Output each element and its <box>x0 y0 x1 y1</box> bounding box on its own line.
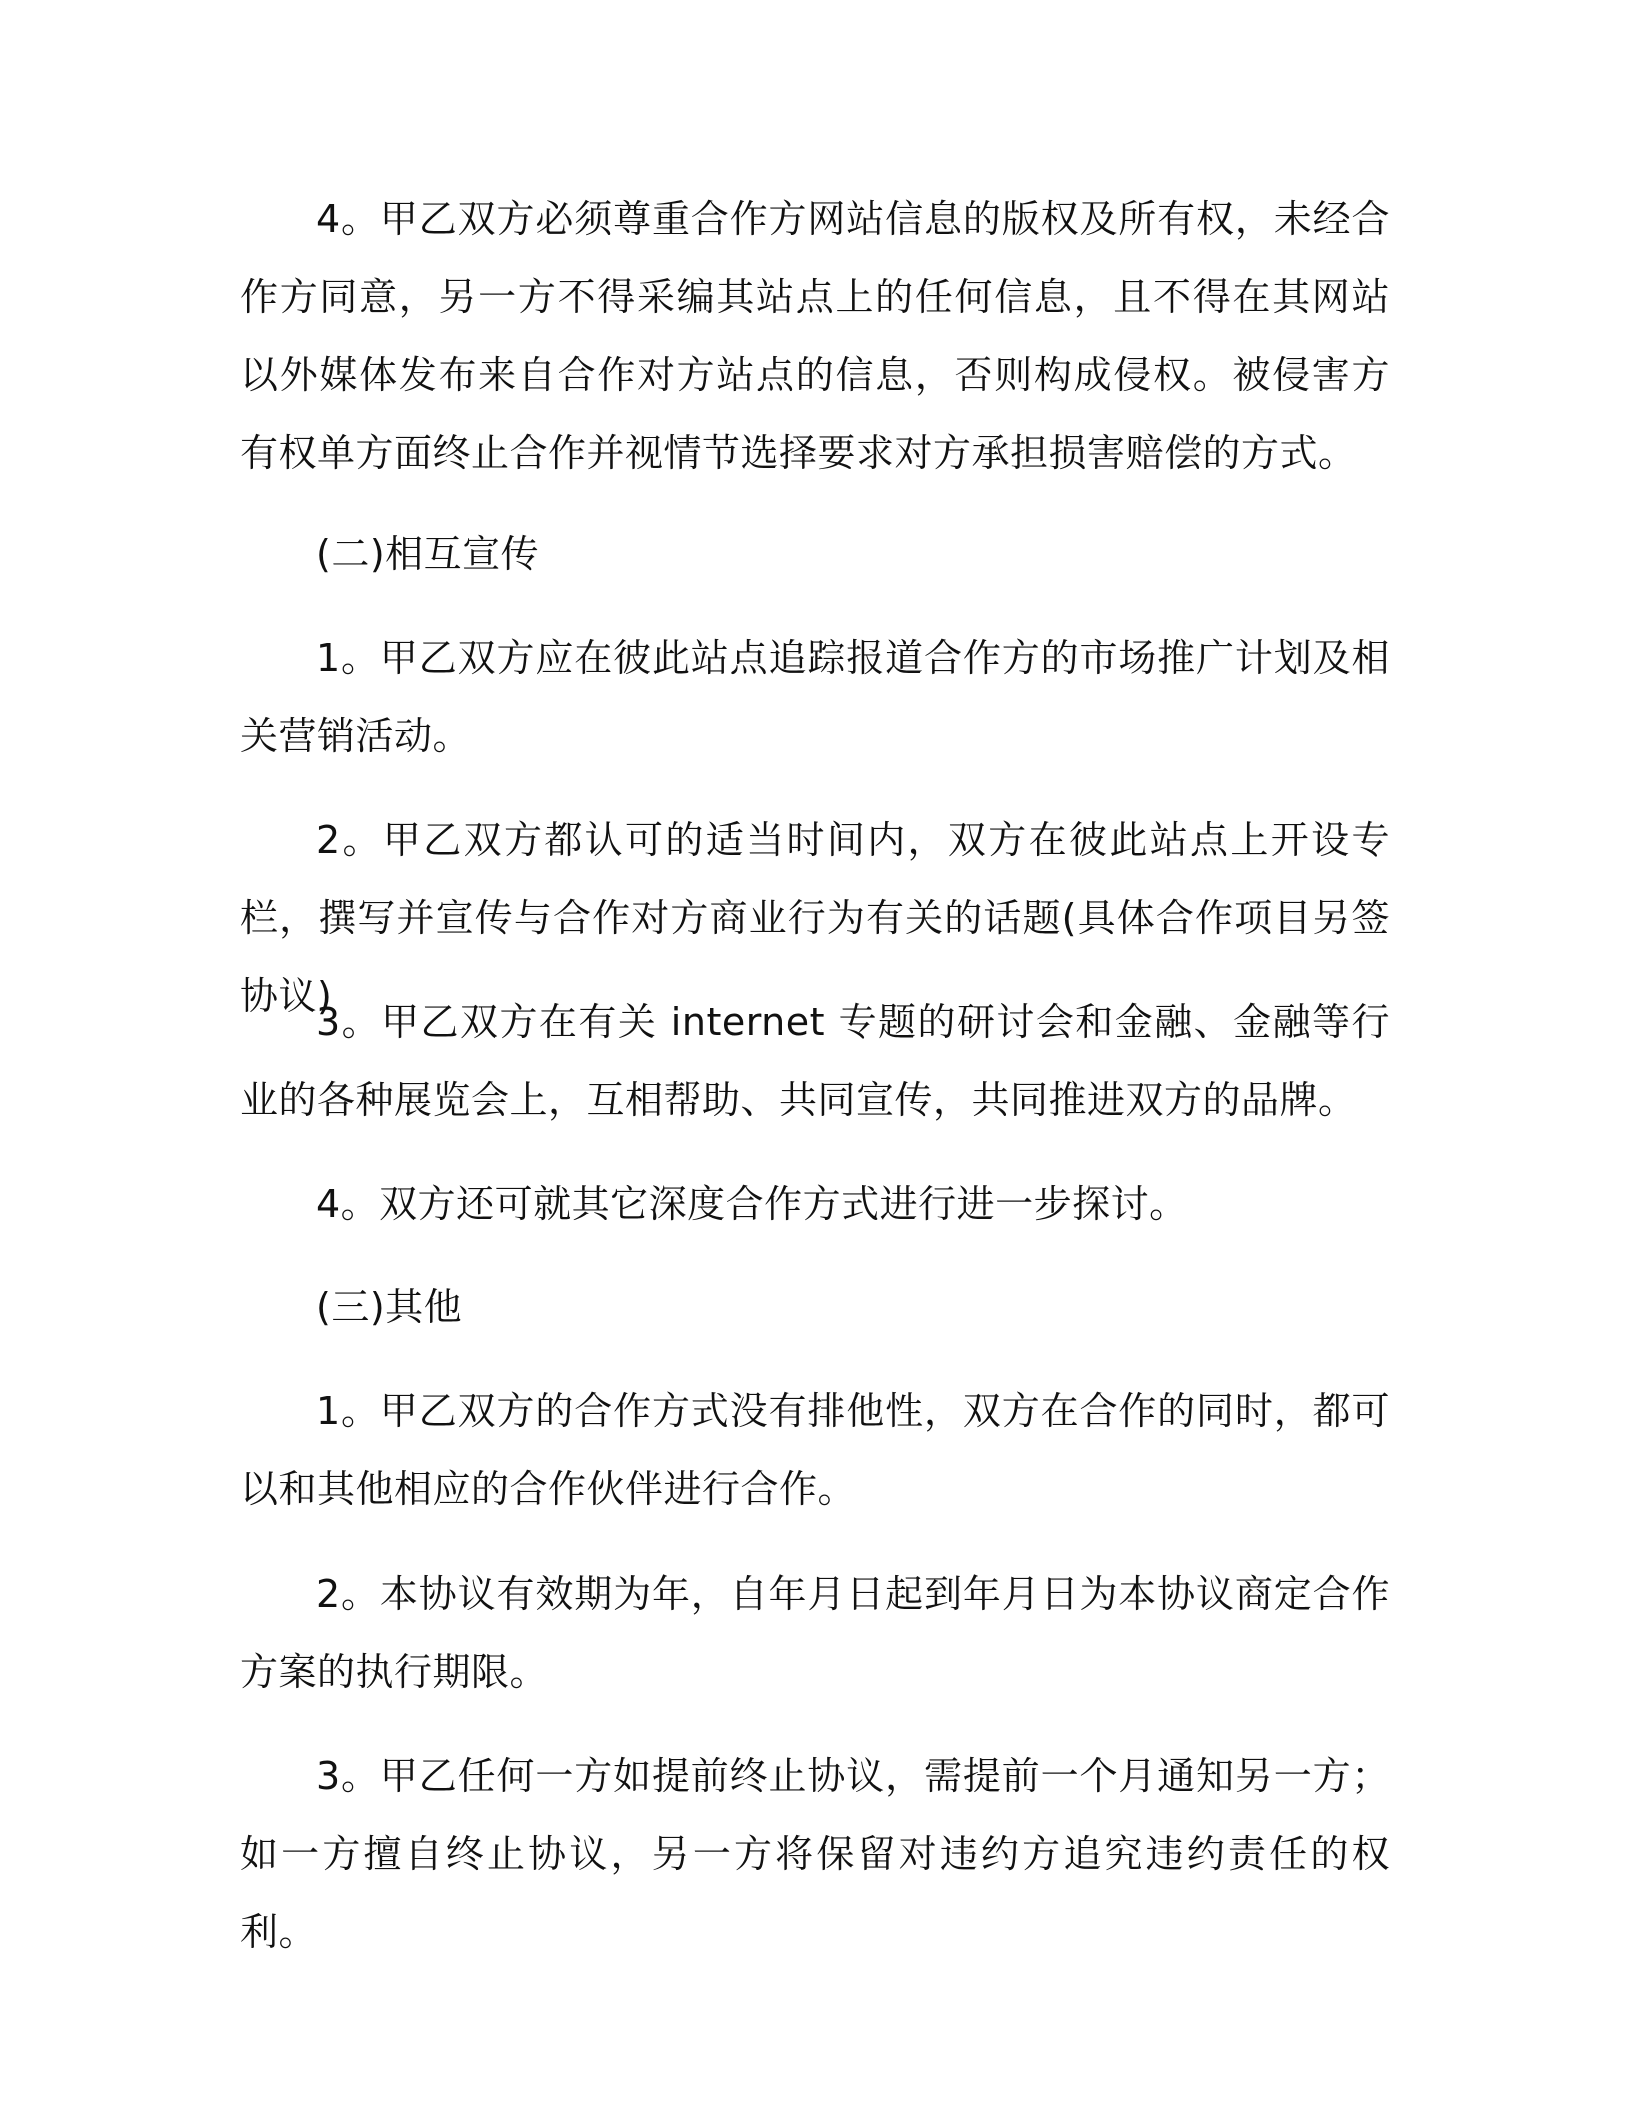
clause-other-2: 2。本协议有效期为年，自年月日起到年月日为本协议商定合作方案的执行期限。 <box>240 1572 1390 1694</box>
section-heading-mutual-promotion: (二)相互宣传 <box>316 532 540 576</box>
clause-promotion-3: 3。甲乙双方在有关 internet 专题的研讨会和金融、金融等行业的各种展览会上，互相帮助、共同宣传，共同推进双方的品牌。 <box>240 1000 1390 1122</box>
clause-other-3: 3。甲乙任何一方如提前终止协议，需提前一个月通知另一方；如一方擅自终止协议，另一方将保留对违约方追究违约责任的权利。 <box>240 1754 1390 1954</box>
clause-copyright: 4。甲乙双方必须尊重合作方网站信息的版权及所有权，未经合作方同意，另一方不得采编其站点上的任何信息，且不得在其网站以外媒体发布来自合作对方站点的信息，否则构成侵权。被侵害方有权单方面终止合作并视情节选择要求对方承担损害赔偿的方式。 <box>240 197 1390 475</box>
clause-promotion-4: 4。双方还可就其它深度合作方式进行进一步探讨。 <box>316 1182 1188 1226</box>
clause-promotion-1: 1。甲乙双方应在彼此站点追踪报道合作方的市场推广计划及相关营销活动。 <box>240 636 1390 758</box>
clause-other-1: 1。甲乙双方的合作方式没有排他性，双方在合作的同时，都可以和其他相应的合作伙伴进行合作。 <box>240 1389 1390 1511</box>
section-heading-other: (三)其他 <box>316 1285 463 1329</box>
clause-promotion-2: 2。甲乙双方都认可的适当时间内，双方在彼此站点上开设专栏，撰写并宣传与合作对方商业行为有关的话题(具体合作项目另签协议) <box>240 818 1390 1018</box>
